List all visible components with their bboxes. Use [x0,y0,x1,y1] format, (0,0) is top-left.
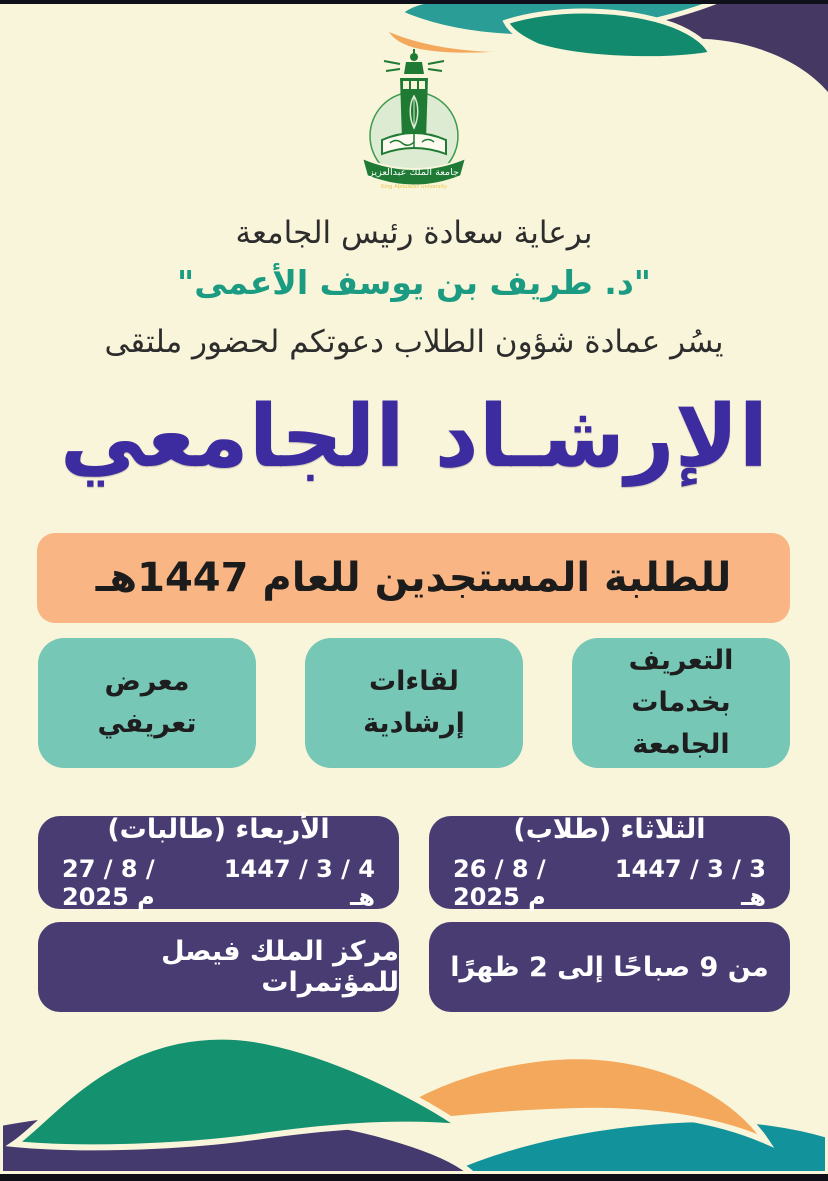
session-day-label: الأربعاء (طالبات) [107,814,330,846]
event-venue: مركز الملك فيصل للمؤتمرات [38,922,399,1012]
feature-university-services: التعريف بخدمات الجامعة [572,638,790,768]
university-logo [344,48,484,200]
session-day-label: الثلاثاء (طلاب) [513,814,706,846]
session-tuesday-male [429,816,790,909]
session-dates [38,855,399,911]
teal-wave-shape [400,0,720,37]
green-hill-shape [14,1037,462,1148]
lamp-base [404,62,424,74]
session-dates [429,855,790,911]
lamp-dome [410,53,418,61]
minaret-window [403,81,409,89]
audience-banner: للطلبة المستجدين للعام 1447هـ [37,533,790,623]
logo-sub-text: King Abdulaziz University [381,184,448,190]
sessions-row [38,816,790,909]
green-wave-shape [506,11,711,59]
purple-wave-shape [0,1108,472,1174]
minaret-window [419,81,425,89]
event-time: من 9 صباحًا إلى 2 ظهرًا [429,922,790,1012]
president-name: "د. طريف بن يوسف الأعمى" [177,262,651,302]
session-wednesday-female [38,816,399,909]
top-edge-strip [0,0,828,4]
patronage-line: برعاية سعادة رئيس الجامعة [235,215,593,251]
minaret-window [411,81,417,89]
bottom-waves-decoration [0,1031,828,1174]
teal-wave-shape [440,1119,828,1174]
logo-ribbon-text: جامعة الملك عبدالعزيز [367,168,459,178]
bottom-edge-strip [0,1174,828,1181]
details-row [38,922,790,1012]
feature-intro-exhibition: معرض تعريفي [38,638,256,768]
feature-guidance-meetings: لقاءات إرشادية [305,638,523,768]
features-row [38,638,790,768]
gregorian-date: 26 / 8 / 2025 م [453,854,546,911]
invitation-line: يسُر عمادة شؤون الطلاب دعوتكم لحضور ملتقى [104,324,724,360]
orange-wave-shape [368,1056,766,1141]
event-title: الإرشـاد الجامعي [59,387,769,487]
gregorian-date: 27 / 8 / 2025 م [62,854,155,911]
hijri-date: 4 / 3 / 1447 هـ [223,854,375,911]
hijri-date: 3 / 3 / 1447 هـ [614,854,766,911]
intro-text-block [0,214,828,362]
purple-wave-shape [470,0,828,92]
